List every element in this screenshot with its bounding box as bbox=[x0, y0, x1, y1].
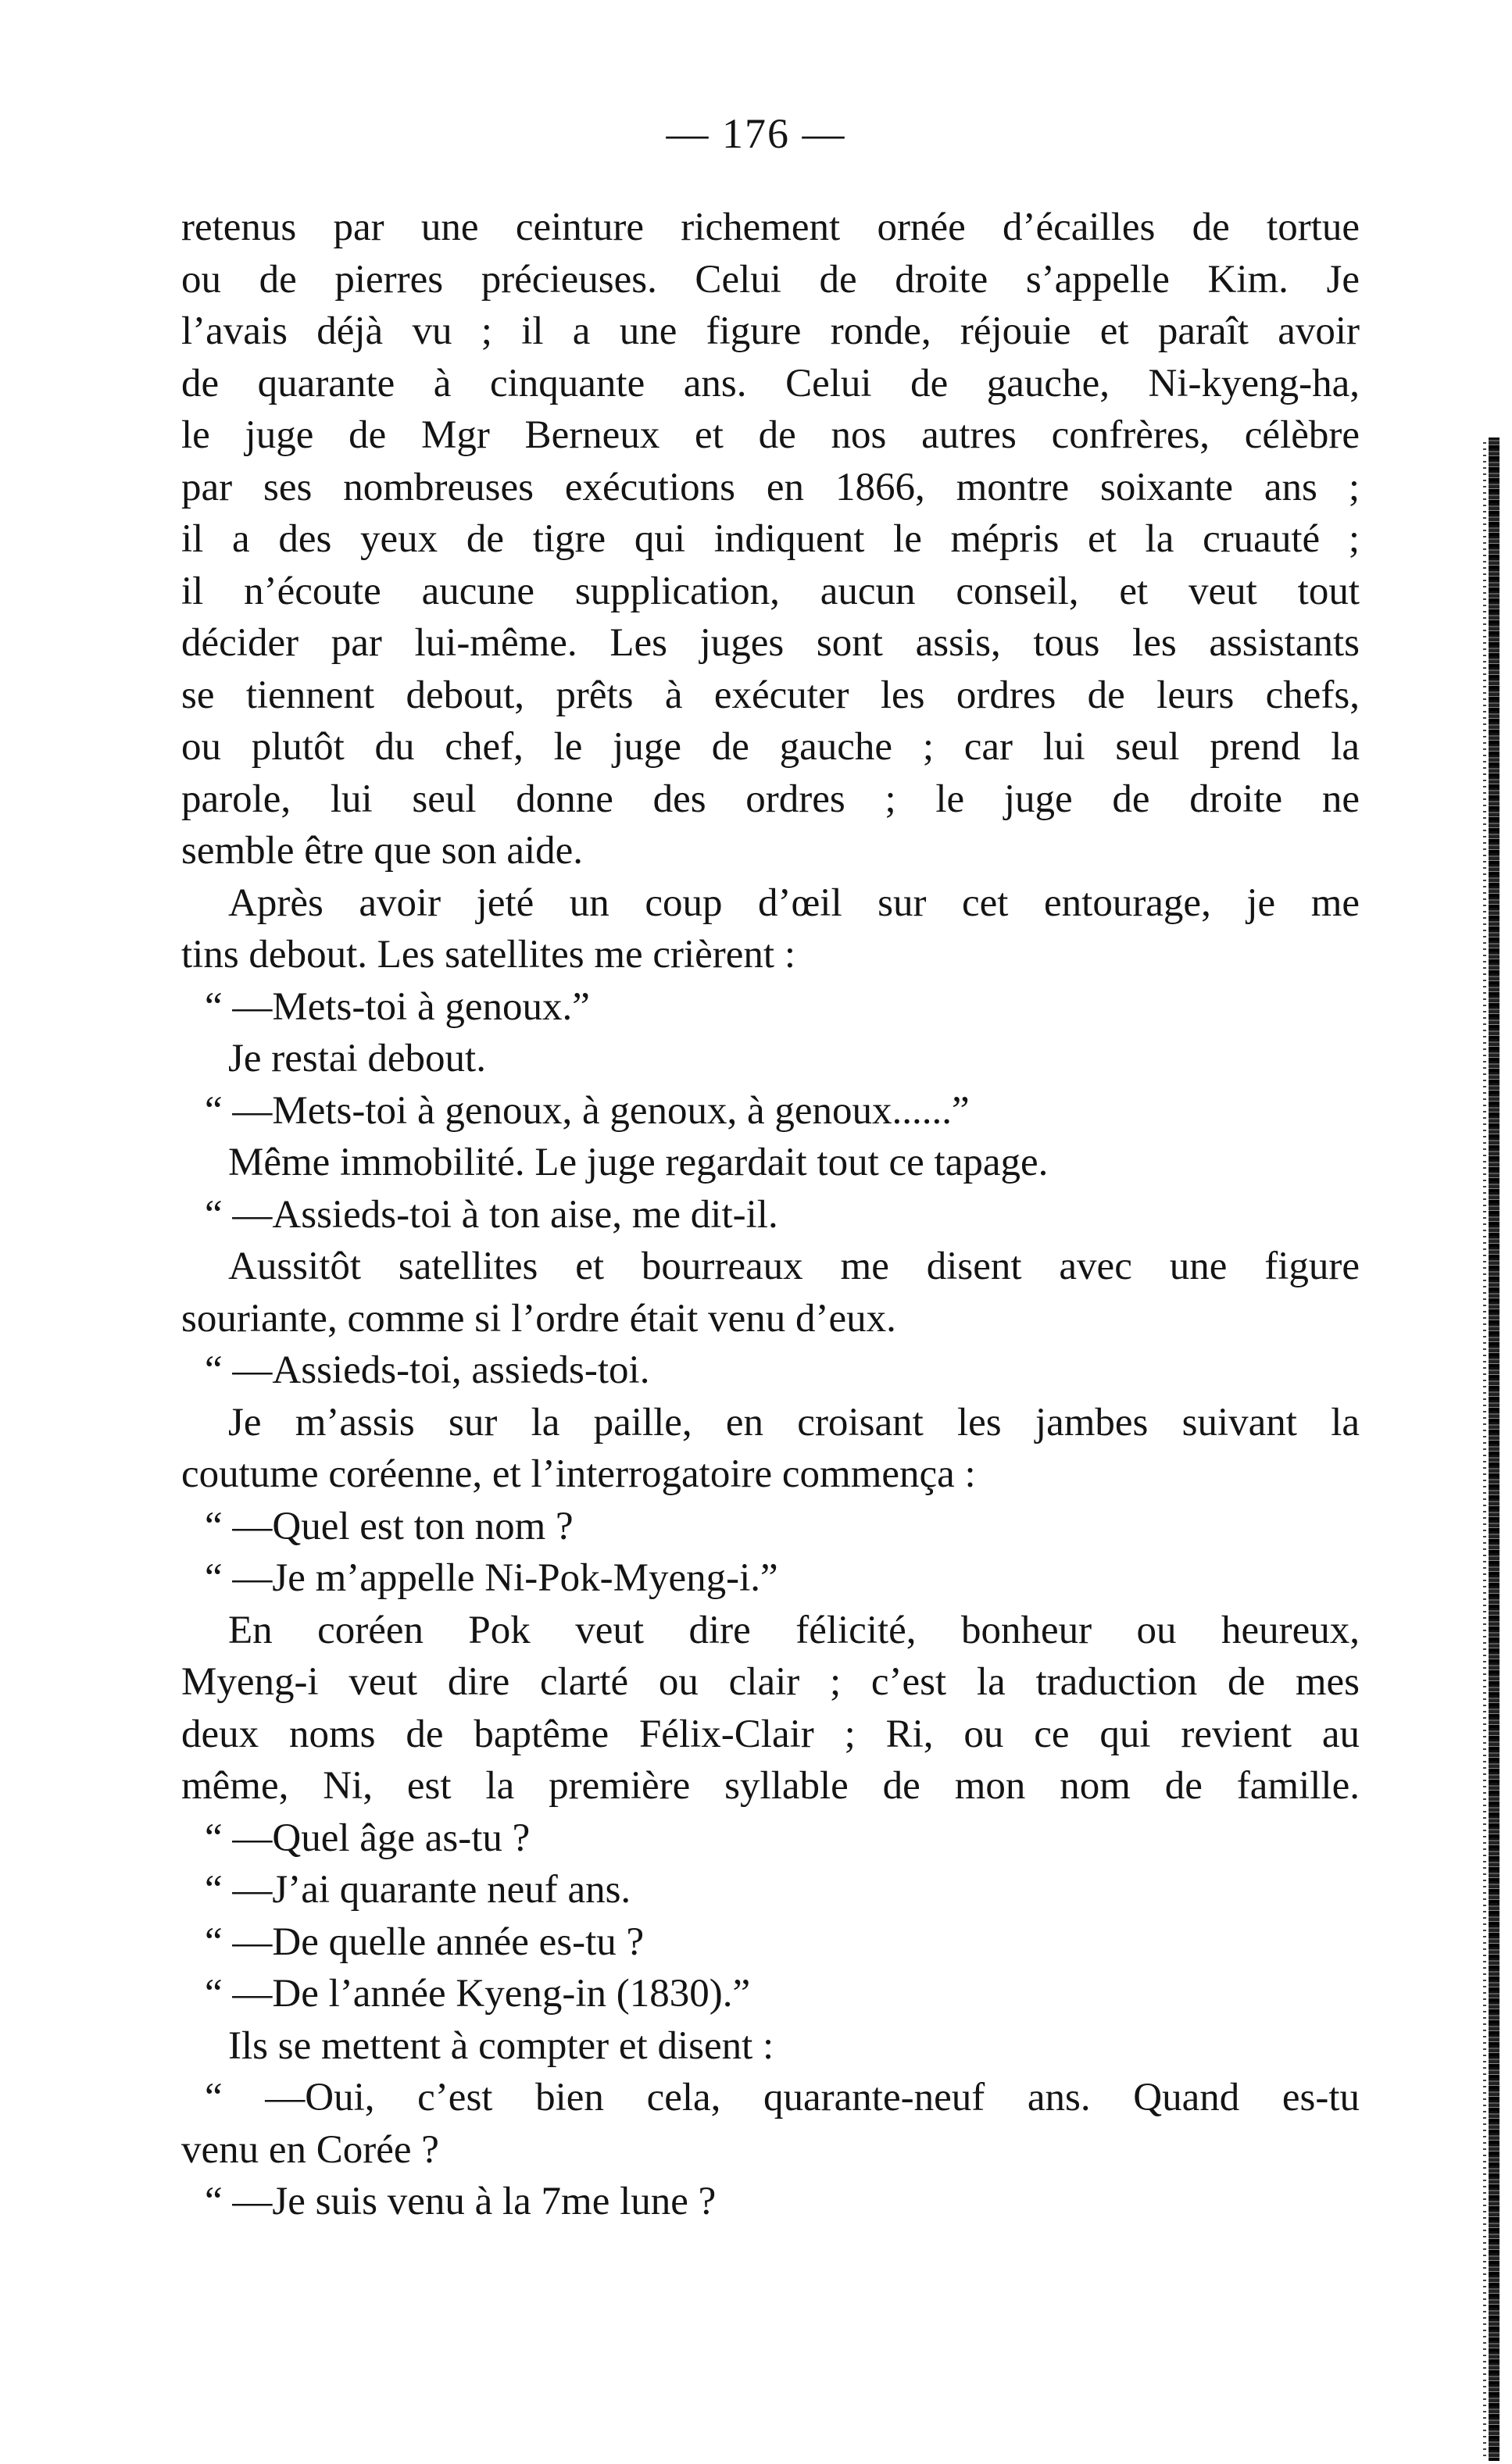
dialog-line: “ —J’ai quarante neuf ans. bbox=[205, 1868, 631, 1912]
text-line: ou plutôt du chef, le juge de gauche ; car lui seul prend la bbox=[181, 725, 1360, 769]
text-line: décider par lui-même. Les juges sont assis, tous les assistants bbox=[181, 621, 1360, 665]
text-line: il a des yeux de tigre qui indiquent le mépris et la cruauté ; bbox=[181, 517, 1360, 561]
text-line: ou de pierres précieuses. Celui de droite s’appelle Kim. Je bbox=[181, 257, 1360, 302]
dialog-line: “ —Oui, c’est bien cela, quarante-neuf ans. Quand es-tu bbox=[205, 2076, 1360, 2119]
text-line: venu en Corée ? bbox=[181, 2127, 439, 2172]
text-line: Ils se mettent à compter et disent : bbox=[228, 2023, 774, 2068]
text-line: Aussitôt satellites et bourreaux me disent avec une figure bbox=[228, 1244, 1360, 1288]
text-line: semble être que son aide. bbox=[181, 829, 584, 873]
text-line: Après avoir jeté un coup d’œil sur cet entourage, je me bbox=[228, 880, 1360, 925]
scan-edge-artifact bbox=[1483, 437, 1486, 2461]
dialog-line: “ —Quel est ton nom ? bbox=[205, 1504, 574, 1548]
dialog-line: “ —Assieds-toi, assieds-toi. bbox=[205, 1348, 650, 1392]
text-line: Même immobilité. Le juge regardait tout ce tapage. bbox=[228, 1141, 1049, 1184]
text-line: l’avais déjà vu ; il a une figure ronde, réjouie et paraît avoir bbox=[181, 309, 1360, 353]
text-line: En coréen Pok veut dire félicité, bonheur ou heureux, bbox=[228, 1608, 1360, 1652]
dialog-line: “ —Mets-toi à genoux, à genoux, à genoux......” bbox=[205, 1088, 970, 1133]
text-line: par ses nombreuses exécutions en 1866, montre soixante ans ; bbox=[181, 465, 1360, 509]
dialog-line: “ —Je m’appelle Ni-Pok-Myeng-i.” bbox=[205, 1556, 778, 1600]
text-line: même, Ni, est la première syllable de mon nom de famille. bbox=[181, 1764, 1360, 1808]
text-line: deux noms de baptême Félix-Clair ; Ri, ou ce qui revient au bbox=[181, 1712, 1360, 1756]
text-line: retenus par une ceinture richement ornée d’écailles de tortue bbox=[181, 205, 1360, 249]
text-line: le juge de Mgr Berneux et de nos autres confrères, célèbre bbox=[181, 413, 1360, 457]
body-text bbox=[181, 202, 1360, 2228]
text-line: Je m’assis sur la paille, en croisant les jambes suivant la bbox=[228, 1400, 1360, 1444]
page-number: — 176 — bbox=[666, 110, 846, 157]
text-line: il n’écoute aucune supplication, aucun conseil, et veut tout bbox=[181, 569, 1360, 613]
text-line: coutume coréenne, et l’interrogatoire commença : bbox=[181, 1452, 976, 1496]
text-line: Myeng-i veut dire clarté ou clair ; c’est la traduction de mes bbox=[181, 1660, 1360, 1704]
text-line: Je restai debout. bbox=[228, 1037, 486, 1080]
text-line: parole, lui seul donne des ordres ; le juge de droite ne bbox=[181, 777, 1360, 821]
dialog-line: “ —De l’année Kyeng-in (1830).” bbox=[205, 1972, 751, 2016]
dialog-line: “ —Quel âge as-tu ? bbox=[205, 1816, 531, 1860]
dialog-line: “ —Je suis venu à la 7me lune ? bbox=[205, 2180, 717, 2223]
dialog-line: “ —Assieds-toi à ton aise, me dit-il. bbox=[205, 1192, 778, 1237]
text-line: de quarante à cinquante ans. Celui de gauche, Ni-kyeng-ha, bbox=[181, 361, 1360, 405]
text-line: tins debout. Les satellites me crièrent : bbox=[181, 933, 796, 977]
dialog-line: “ —De quelle année es-tu ? bbox=[205, 1919, 645, 1964]
text-line: se tiennent debout, prêts à exécuter les ordres de leurs chefs, bbox=[181, 673, 1360, 717]
dialog-line: “ —Mets-toi à genoux.” bbox=[205, 984, 590, 1029]
scan-edge-artifact bbox=[1489, 437, 1499, 2461]
text-line: souriante, comme si l’ordre était venu d’eux. bbox=[181, 1296, 896, 1341]
